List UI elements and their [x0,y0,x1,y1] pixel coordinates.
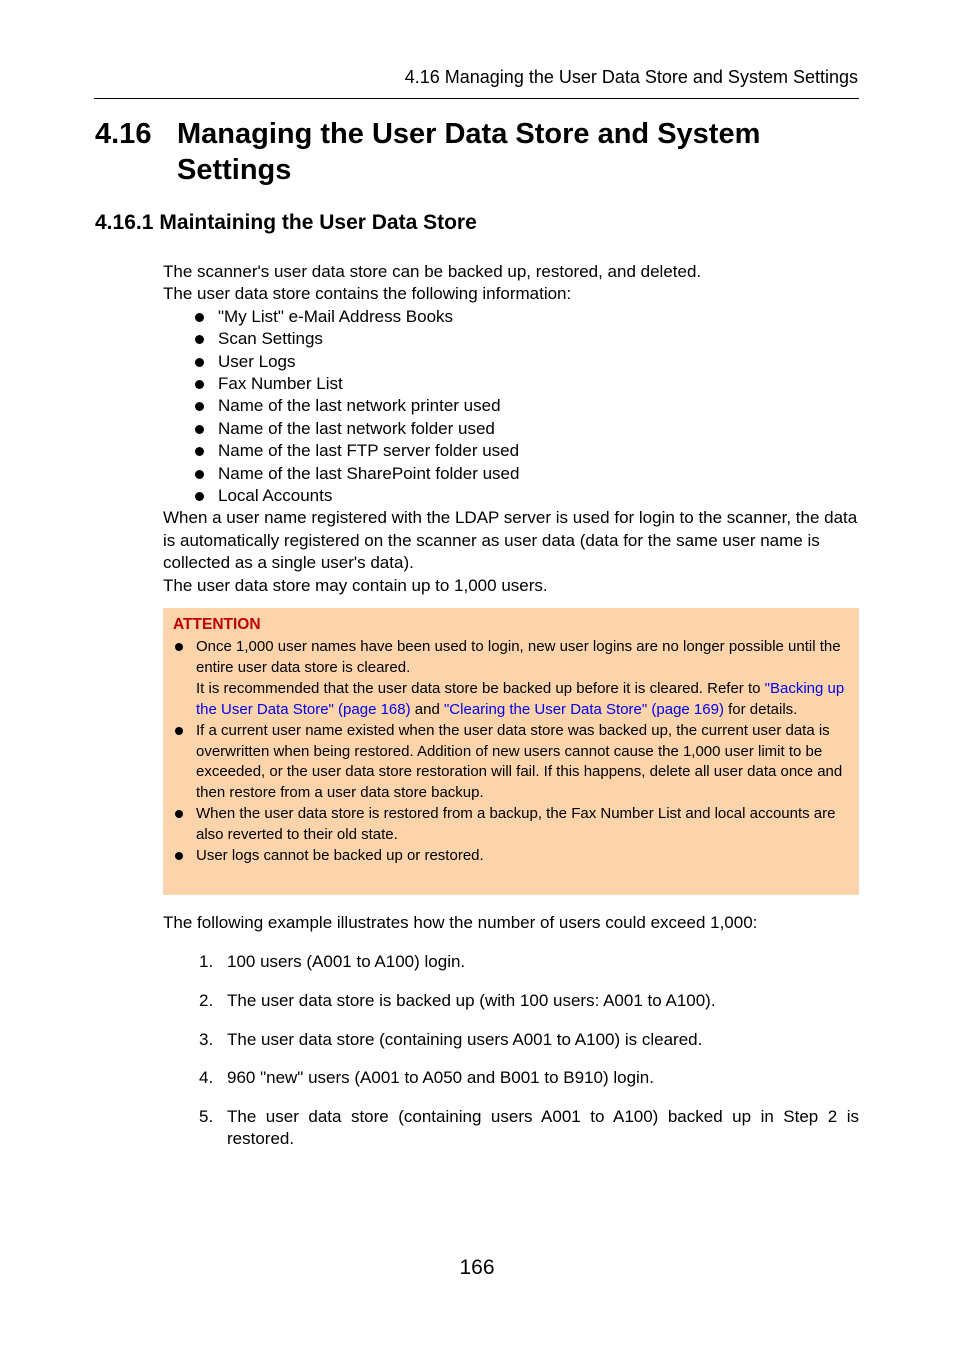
subsection-title: Maintaining the User Data Store [159,211,477,234]
attention-text: Once 1,000 user names have been used to login, new user logins are no longer possible until the entire user data store is cleared. [196,638,841,676]
step-item [199,1029,859,1051]
attention-text: User logs cannot be backed up or restored. [196,847,484,865]
bullet-icon [195,402,204,411]
running-header: 4.16 Managing the User Data Store and System Settings [404,67,858,87]
list-item: Name of the last SharePoint folder used [163,463,858,485]
step-text: The user data store (containing users A001 to A100) is cleared. [227,1029,703,1049]
list-item: Name of the last FTP server folder used [163,440,858,462]
step-item [199,990,859,1012]
attention-list [173,637,847,867]
bullet-icon [175,852,183,860]
subsection-heading [95,210,477,236]
list-item [173,637,847,721]
example-intro: The following example illustrates how the number of users could exceed 1,000: [163,913,758,932]
bullet-icon [175,643,183,651]
header-divider [94,98,859,99]
intro-line: The scanner's user data store can be backed up, restored, and deleted. [163,262,702,281]
list-item: User Logs [163,351,858,373]
step-item [199,1106,859,1149]
list-item: Scan Settings [163,328,858,350]
step-text: The user data store is backed up (with 100 users: A001 to A100). [227,990,716,1010]
attention-title: ATTENTION [173,616,261,633]
bullet-icon [175,727,183,735]
limit-paragraph: The user data store may contain up to 1,000 users. [163,575,548,595]
example-steps [199,951,859,1166]
intro-line: The user data store contains the following information: [163,284,572,304]
step-text: The user data store (containing users A001 to A100) backed up in Step 2 is restored. [227,1107,859,1148]
list-item: Name of the last network printer used [163,395,858,417]
bullet-icon [175,810,183,818]
list-item: Name of the last network folder used [163,418,858,440]
step-number: 3. [199,1029,214,1049]
list-item: "My List" e-Mail Address Books [163,306,858,328]
subsection-number: 4.16.1 [95,211,154,234]
backing-up-link[interactable]: "Backing up the User Data Store" (page 168) [196,679,845,718]
step-item [199,951,859,973]
attention-box [163,608,859,895]
bullet-icon [195,335,204,344]
bullet-icon [195,447,204,456]
attention-text: When the user data store is restored from a backup, the Fax Number List and local accounts are also reverted to their old state. [196,805,836,844]
body-section [163,261,858,597]
list-item: Local Accounts [163,485,858,507]
list-item [173,804,847,846]
bullet-icon [195,313,204,322]
page-number: 166 [459,1256,495,1279]
bullet-icon [195,358,204,367]
section-number: 4.16 [95,118,152,150]
step-item [199,1067,859,1089]
step-text: 100 users (A001 to A100) login. [227,952,466,971]
step-text: 960 "new" users (A001 to A050 and B001 to B910) login. [227,1068,654,1088]
bullet-icon [195,380,204,389]
list-item [173,721,847,805]
bullet-icon [195,425,204,434]
attention-text: It is recommended that the user data store be backed up before it is cleared. Refer to "Backing up the User Data Store" (page 168) and "Clearing the User Data Store" (page 169) for details. [196,679,845,718]
step-number: 5. [199,1107,214,1127]
info-list [163,306,858,508]
step-number: 2. [199,990,214,1010]
bullet-icon [195,492,204,501]
section-title: Managing the User Data Store and System Settings [177,118,761,186]
attention-text: If a current user name existed when the user data store was backed up, the current user data is overwritten when being restored. Addition of new users cannot cause the 1,000 user limit to be exceeded, or the user data store restoration will fail. If this happens, delete all user data once and then restore from a user data store backup. [196,721,843,802]
list-item [173,846,847,867]
bullet-icon [195,470,204,479]
step-number: 4. [199,1068,214,1088]
list-item: Fax Number List [163,373,858,395]
ldap-paragraph: When a user name registered with the LDAP server is used for login to the scanner, the data is automatically registered on the scanner as user data (data for the same user name is collected as a single user's data). [163,508,858,573]
clearing-link[interactable]: "Clearing the User Data Store" (page 169) [443,700,724,718]
step-number: 1. [199,952,214,971]
